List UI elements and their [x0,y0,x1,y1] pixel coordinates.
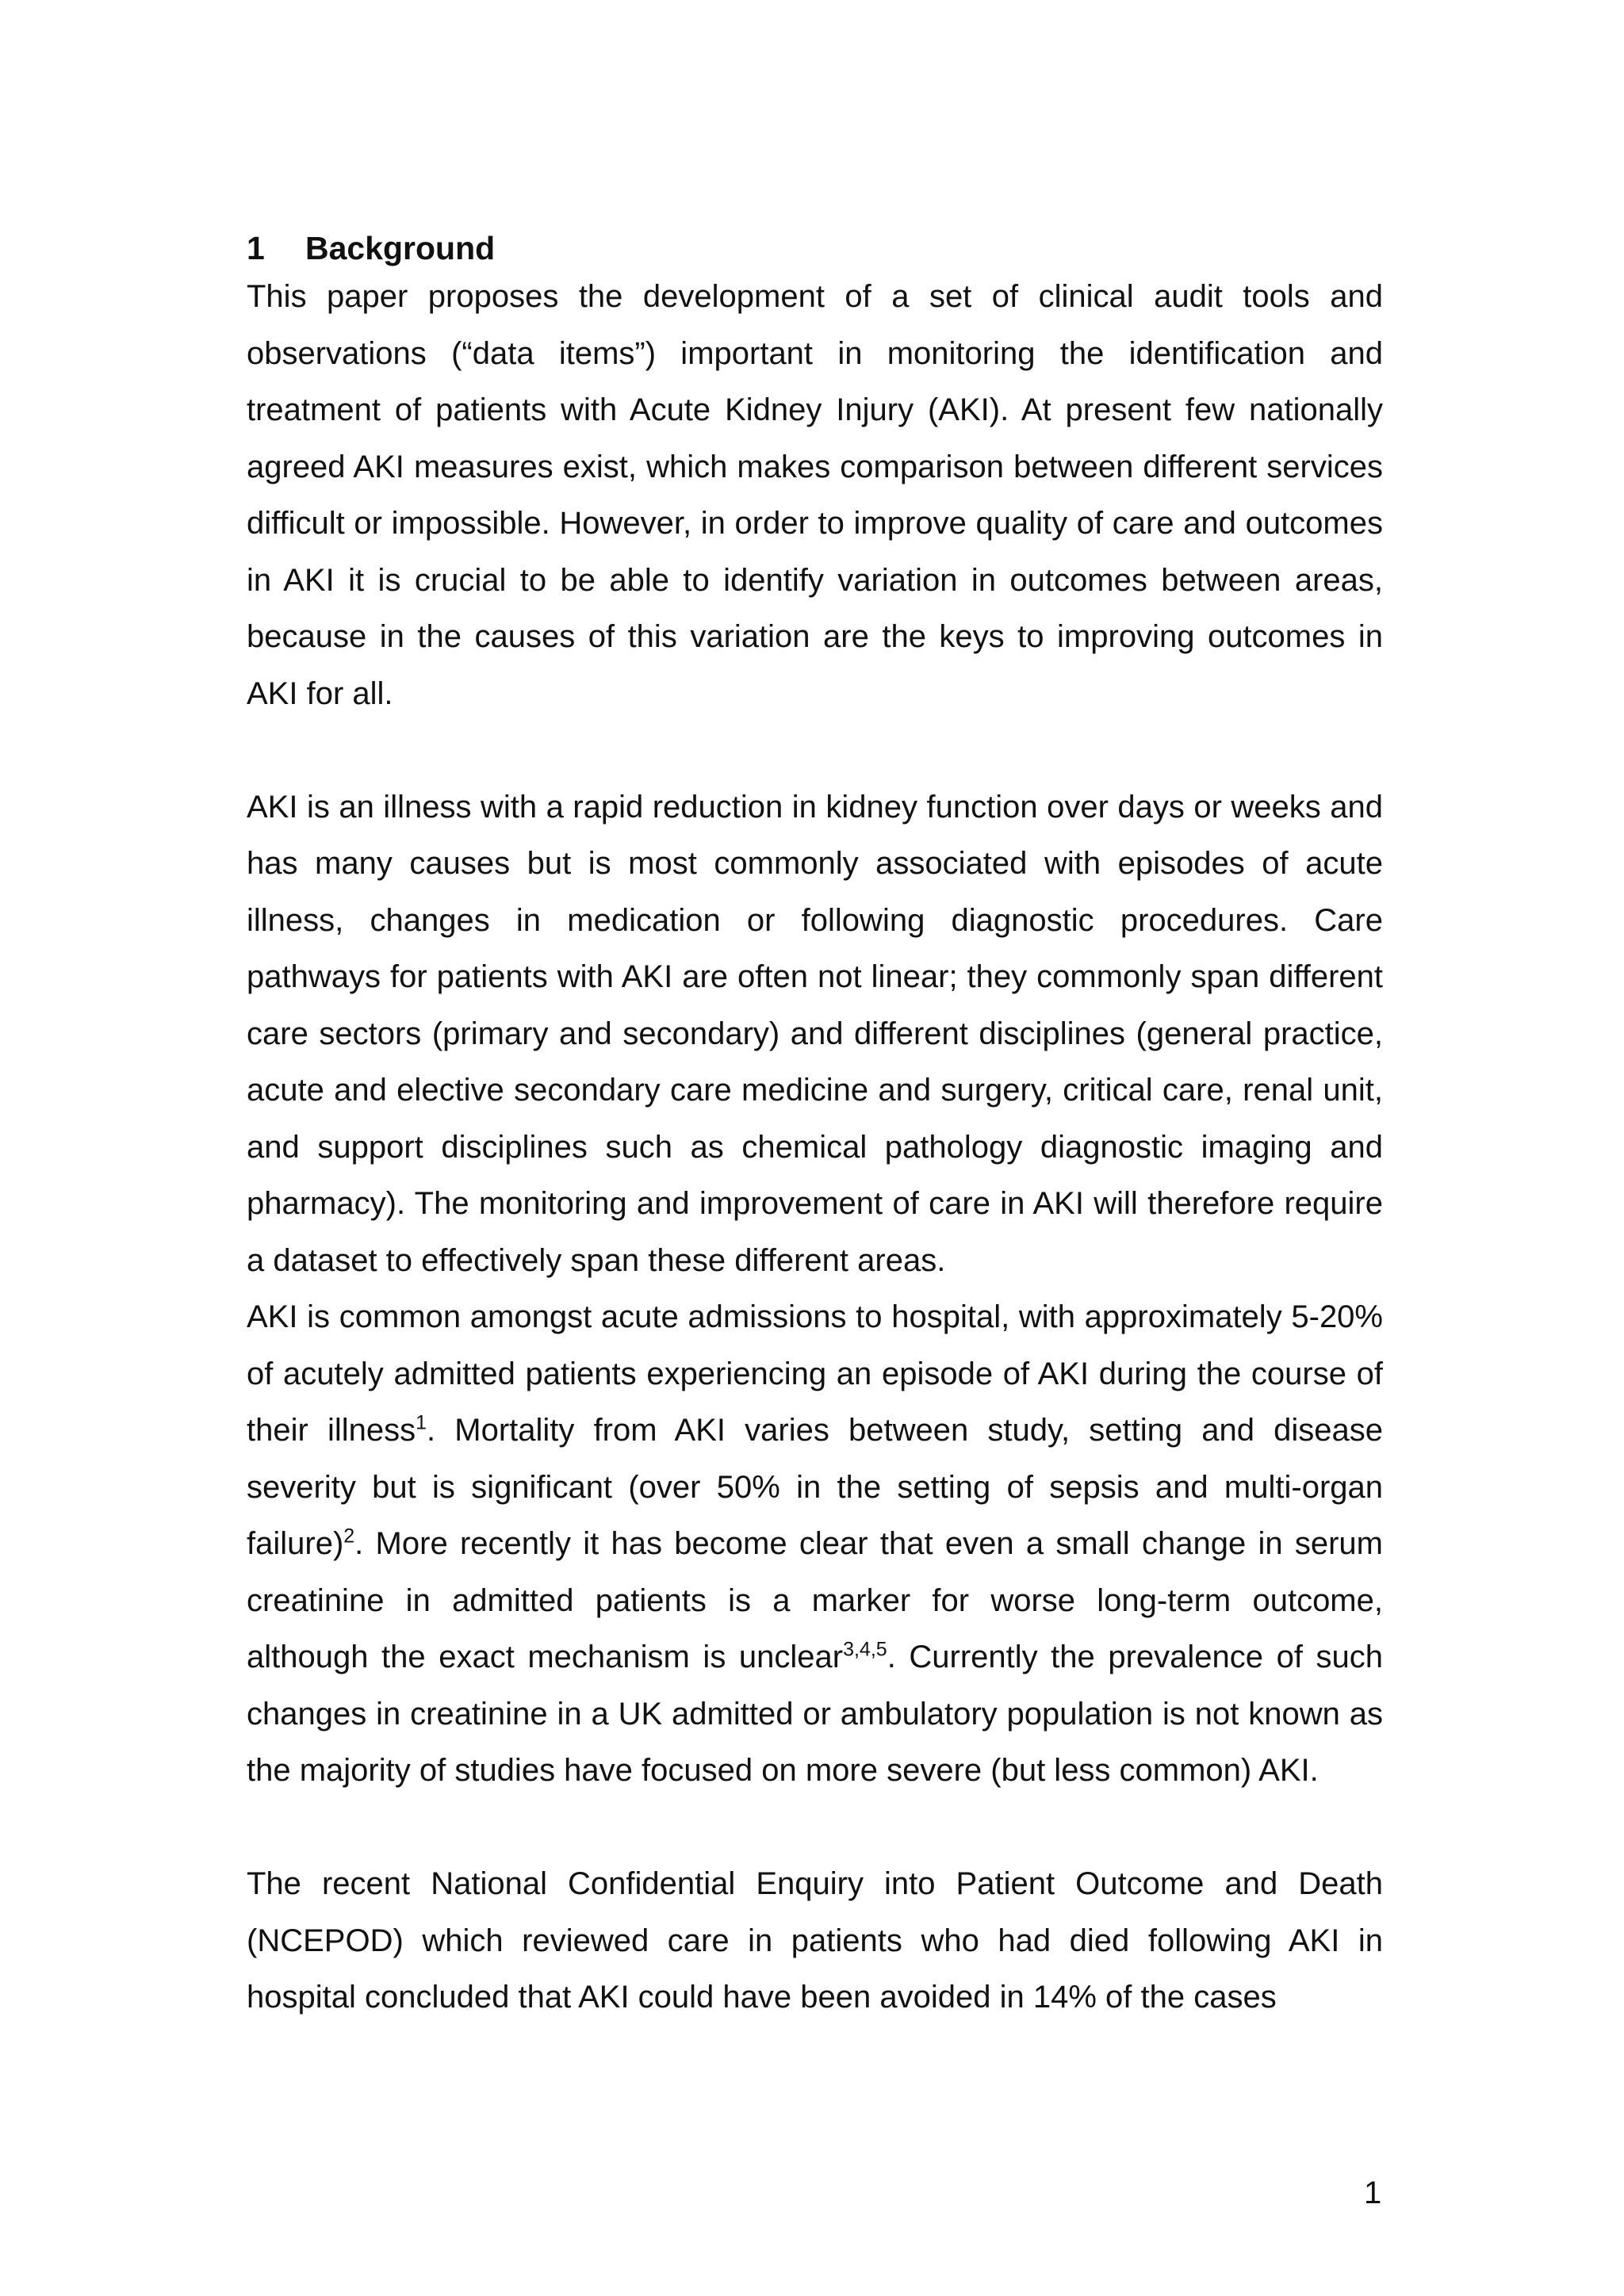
text-segment: . More recently it has become clear that even a small change in serum creatinine in admitted patients is a marker for worse long-term outcome, although the exact mechanism is unclear [247,1526,1383,1674]
paragraph-ncepod: The recent National Confidential Enquiry into Patient Outcome and Death (NCEPOD) which reviewed care in patients who had died following AKI in hospital concluded that AKI could have been avoided in 14% of the cases [247,1866,1383,2015]
reference-superscript: 1 [416,1411,427,1434]
text-segment: AKI is common amongst acute admissions to hospital, with approximately 5-20% of acutely admitted patients experiencing an episode of AKI during the course of their illness [247,1299,1383,1448]
page-body [247,228,1383,2026]
page-number: 1 [1364,2175,1382,2210]
section-number: 1 [247,230,265,266]
reference-superscript: 3,4,5 [843,1638,887,1661]
reference-superscript: 2 [343,1525,355,1548]
section-heading [247,228,1383,269]
text-segment: . Currently the prevalence of such changes in creatinine in a UK admitted or ambulatory population is not known as the majority of studies have focused on more severe (but less common) AKI. [247,1640,1383,1788]
section-title: Background [305,230,496,266]
paragraph-aki-definition: AKI is an illness with a rapid reduction in kidney function over days or weeks and has many causes but is most commonly associated with episodes of acute illness, changes in medication or following diagnostic procedures. Care pathways for patients with AKI are often not linear; they commonly span different care sectors (primary and secondary) and different disciplines (general practice, acute and elective secondary care medicine and surgery, critical care, renal unit, and support disciplines such as chemical pathology diagnostic imaging and pharmacy). The monitoring and improvement of care in AKI will therefore require a dataset to effectively span these different areas. [247,789,1383,1278]
paragraph-introduction: This paper proposes the development of a set of clinical audit tools and observations (“data items”) important in monitoring the identification and treatment of patients with Acute Kidney Injury (AKI). At present few nationally agreed AKI measures exist, which makes comparison between different services difficult or impossible. However, in order to improve quality of care and outcomes in AKI it is crucial to be able to identify variation in outcomes between areas, because in the causes of this variation are the keys to improving outcomes in AKI for all. [247,279,1383,711]
paragraph-aki-prevalence [247,1289,1383,1800]
text-segment: . Mortality from AKI varies between study, setting and disease severity but is significant (over 50% in the setting of sepsis and multi-organ failure) [247,1413,1384,1561]
